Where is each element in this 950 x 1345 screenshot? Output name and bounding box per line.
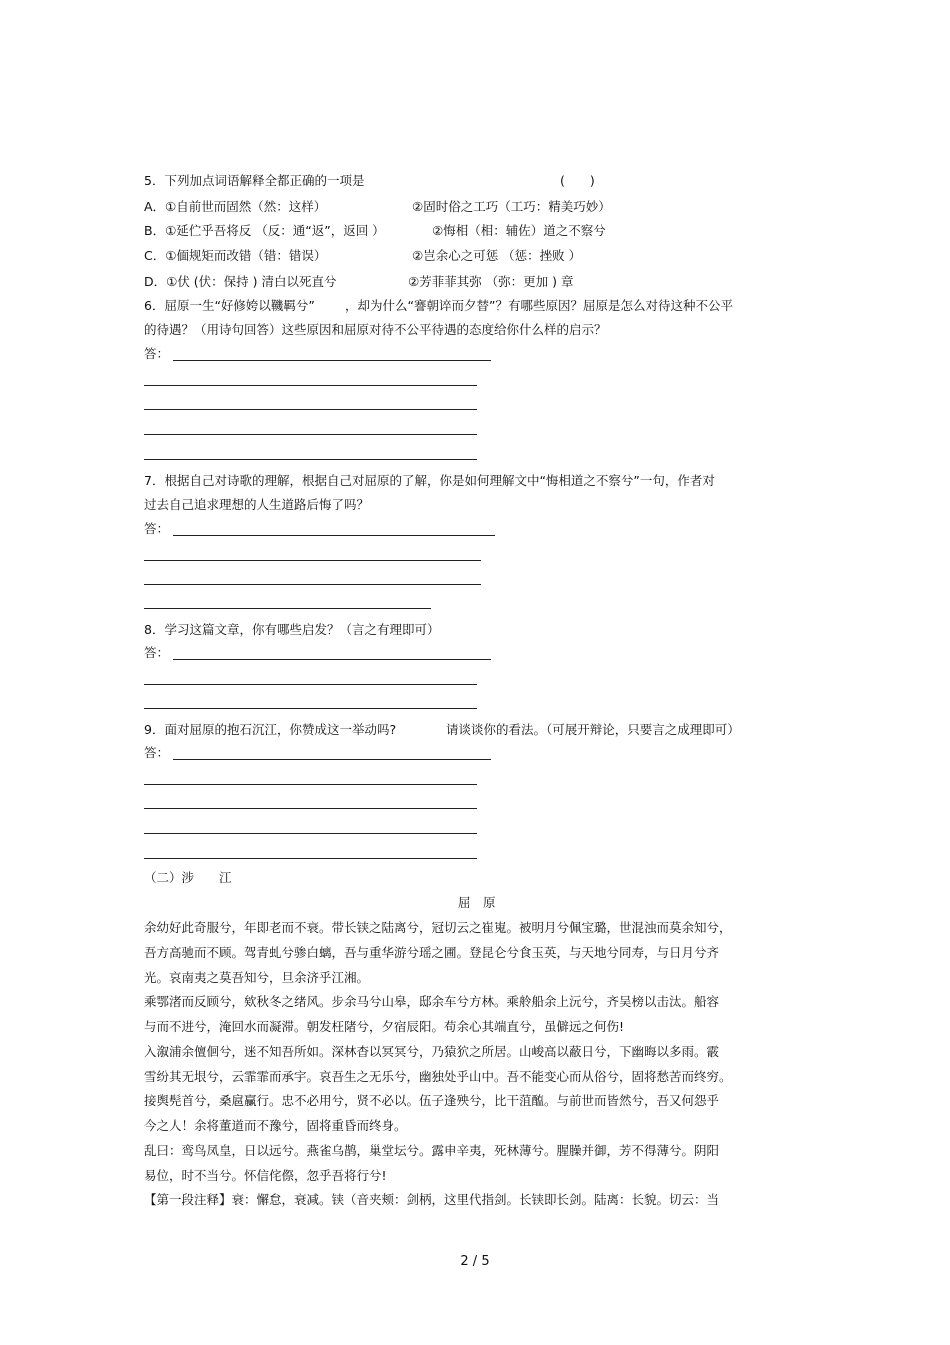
annotation-line: 【第一段注释】衰：懈怠，衰减。铗（音夹颊：剑柄，这里代指剑。长铗即长剑。陆离：长貌。切云：当: [144, 1192, 720, 1207]
q9-answer-line[interactable]: [144, 833, 477, 834]
q5-option-b1: B．①延伫乎吾将反 （反：通“返”，返回 ）: [144, 223, 385, 238]
poem-line: 乱曰：鸾鸟凤皇，日以远兮。燕雀乌鹊，巢堂坛兮。露申辛夷，死林薄兮。腥臊并御，芳不得薄兮。阴阳: [144, 1143, 720, 1158]
q5-option-b2: ②悔相（相：辅佐）道之不察兮: [432, 223, 606, 238]
q8-answer-line[interactable]: [144, 684, 477, 685]
q8-answer-line[interactable]: [144, 708, 477, 709]
poem-line: 雪纷其无垠兮，云霏霏而承宇。哀吾生之无乐兮，幽独处乎山中。吾不能变心而从俗兮，固将愁苦而终穷。: [144, 1069, 732, 1084]
q8-answer-line[interactable]: [173, 659, 491, 660]
poem-line: 吾方高驰而不顾。驾青虬兮骖白螭，吾与重华游兮瑶之圃。登昆仑兮食玉英，与天地兮同寿，与日月兮齐: [144, 945, 720, 960]
poem-line: 易位，时不当兮。怀信侘傺，忽乎吾将行兮!: [144, 1168, 387, 1183]
q9-answer-label: 答：: [144, 745, 170, 760]
q8-answer-label: 答：: [144, 645, 170, 660]
q7-answer-line[interactable]: [144, 608, 431, 609]
q7-answer-label: 答：: [144, 521, 170, 536]
q9-line1b: 请谈谈你的看法。（可展开辩论，只要言之成理即可）: [446, 722, 740, 737]
q9-answer-line[interactable]: [173, 759, 491, 760]
section-heading: （二）涉 江: [144, 870, 232, 885]
q6-answer-line[interactable]: [173, 360, 491, 361]
q6-answer-line[interactable]: [144, 409, 477, 410]
q5-option-c1: C．①偭规矩而改错（错：错误）: [144, 248, 327, 263]
q9-answer-line[interactable]: [144, 858, 477, 859]
page-number: 2 / 5: [460, 1254, 490, 1269]
q5-option-c2: ②岂余心之可惩 （惩：挫败 ）: [412, 248, 582, 263]
q6-answer-line[interactable]: [144, 459, 477, 460]
q5-option-a1: A．①自前世而固然（然：这样）: [144, 199, 327, 214]
q9-answer-line[interactable]: [144, 808, 477, 809]
q7-line1: 7．根据自己对诗歌的理解，根据自己对屈原的了解，你是如何理解文中“悔相道之不察兮”一句，作者对: [144, 473, 715, 488]
poem-author: 屈 原: [458, 895, 496, 910]
q6-line1a: 6．屈原一生“好修姱以鞿羁兮”: [144, 298, 315, 313]
q6-answer-line[interactable]: [144, 434, 477, 435]
q6-answer-label: 答：: [144, 346, 170, 361]
q5-option-d1: D．①伏 (伏：保持 ) 清白以死直兮: [144, 274, 337, 289]
poem-line: 乘鄂渚而反顾兮，欸秋冬之绪风。步余马兮山皋，邸余车兮方林。乘舲船余上沅兮，齐吴榜以击汰。船容: [144, 994, 720, 1009]
q7-answer-line[interactable]: [173, 535, 495, 536]
poem-line: 光。哀南夷之莫吾知兮，旦余济乎江湘。: [144, 970, 370, 985]
poem-line: 余幼好此奇服兮，年即老而不衰。带长铗之陆离兮，冠切云之崔嵬。被明月兮佩宝璐，世混浊而莫余知兮，: [144, 920, 732, 935]
q7-answer-line[interactable]: [144, 560, 481, 561]
q7-line2: 过去自己追求理想的人生道路后悔了吗？: [144, 497, 370, 512]
poem-line: 接舆髡首兮，桑扈臝行。忠不必用兮，贤不必以。伍子逢殃兮，比干菹醢。与前世而皆然兮，吾又何怨乎: [144, 1093, 720, 1108]
q6-answer-line[interactable]: [144, 385, 477, 386]
q6-line1b: ，却为什么“謇朝谇而夕替”？有哪些原因？屈原是怎么对待这种不公平: [345, 298, 733, 313]
q9-line1a: 9．面对屈原的抱石沉江，你赞成这一举动吗?: [144, 722, 397, 737]
poem-line: 入溆浦余儃佪兮，迷不知吾所如。深林杳以冥冥兮，乃猿狖之所居。山峻高以蔽日兮，下幽晦以多雨。霰: [144, 1044, 720, 1059]
q6-line2: 的待遇？（用诗句回答）这些原因和屈原对待不公平待遇的态度给你什么样的启示？: [144, 322, 607, 337]
q7-answer-line[interactable]: [144, 584, 481, 585]
poem-line: 与而不进兮，淹回水而凝滞。朝发枉陼兮，夕宿辰阳。苟余心其端直兮，虽僻远之何伤!: [144, 1019, 625, 1034]
poem-line: 今之人！余将董道而不豫兮，固将重昏而终身。: [144, 1118, 407, 1133]
q8-line1: 8．学习这篇文章，你有哪些启发？（言之有理即可）: [144, 622, 440, 637]
q5-option-a2: ②固时俗之工巧（工巧：精美巧妙）: [412, 199, 611, 214]
q5-stem: 5．下列加点词语解释全都正确的一项是: [144, 173, 365, 188]
q5-option-d2: ②芳菲菲其弥 （弥：更加 ) 章: [408, 274, 574, 289]
q9-answer-line[interactable]: [144, 784, 477, 785]
q5-answer-paren: ( ): [560, 173, 595, 188]
